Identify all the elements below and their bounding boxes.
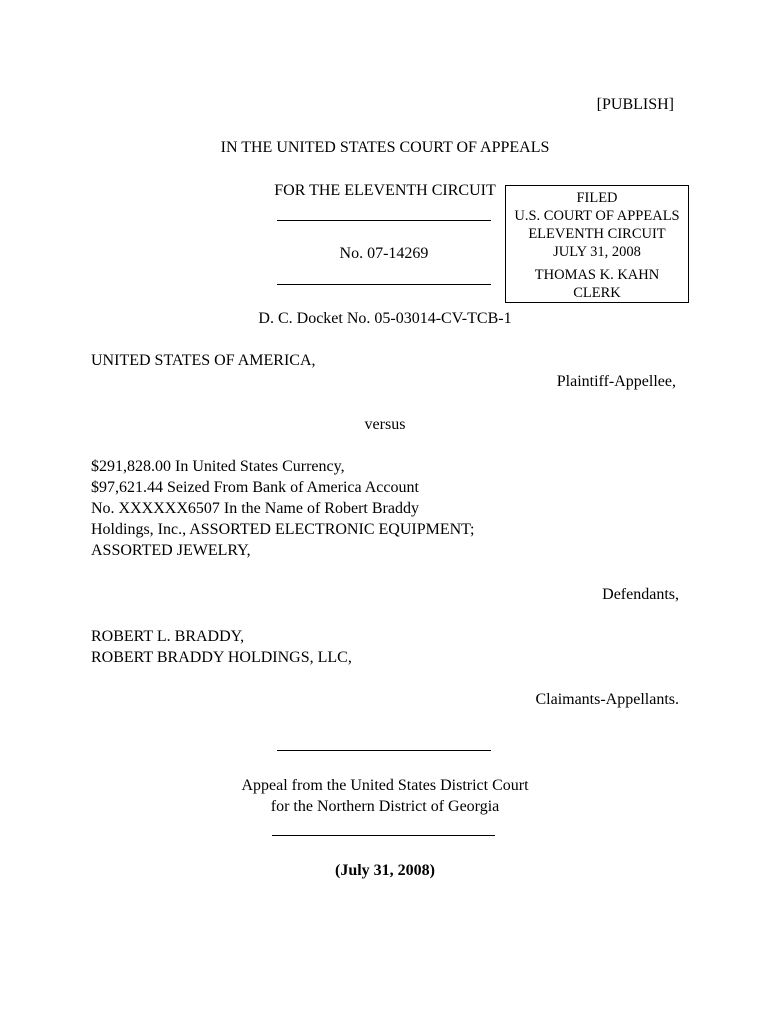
filed-stamp-line: ELEVENTH CIRCUIT [528,226,666,242]
defendant-line: $97,621.44 Seized From Bank of America Account [91,479,419,496]
filed-stamp [505,185,689,303]
claimant-line: ROBERT BRADDY HOLDINGS, LLC, [91,649,352,666]
divider-rule [272,835,495,836]
plaintiff-role: Plaintiff-Appellee, [556,373,676,390]
appeal-line-1: Appeal from the United States District Court [241,777,529,794]
divider-rule [277,750,491,751]
defendant-line: Holdings, Inc., ASSORTED ELECTRONIC EQUIPMENT; [91,521,475,538]
divider-rule [277,220,491,221]
defendants-role: Defendants, [602,586,679,603]
claimant-line: ROBERT L. BRADDY, [91,628,245,645]
court-title: IN THE UNITED STATES COURT OF APPEALS [220,139,550,156]
circuit-title: FOR THE ELEVENTH CIRCUIT [274,182,496,199]
claimants-role: Claimants-Appellants. [535,691,679,708]
filed-stamp-line: THOMAS K. KAHN [534,267,660,283]
case-number: No. 07-14269 [339,245,429,262]
defendant-line: $291,828.00 In United States Currency, [91,458,345,475]
divider-rule [277,284,491,285]
versus-label: versus [364,416,406,433]
defendant-line: No. XXXXXX6507 In the Name of Robert Braddy [91,500,419,517]
publish-label: [PUBLISH] [596,96,674,113]
plaintiff-name: UNITED STATES OF AMERICA, [91,352,316,369]
appeal-line-2: for the Northern District of Georgia [270,798,500,815]
filed-stamp-line: U.S. COURT OF APPEALS [514,208,680,224]
defendant-line: ASSORTED JEWELRY, [91,542,251,559]
filed-stamp-line: JULY 31, 2008 [553,244,641,260]
filed-stamp-line: FILED [576,190,618,206]
filed-stamp-line: CLERK [573,285,621,301]
docket-number: D. C. Docket No. 05-03014-CV-TCB-1 [258,310,512,327]
opinion-date: (July 31, 2008) [335,862,435,879]
